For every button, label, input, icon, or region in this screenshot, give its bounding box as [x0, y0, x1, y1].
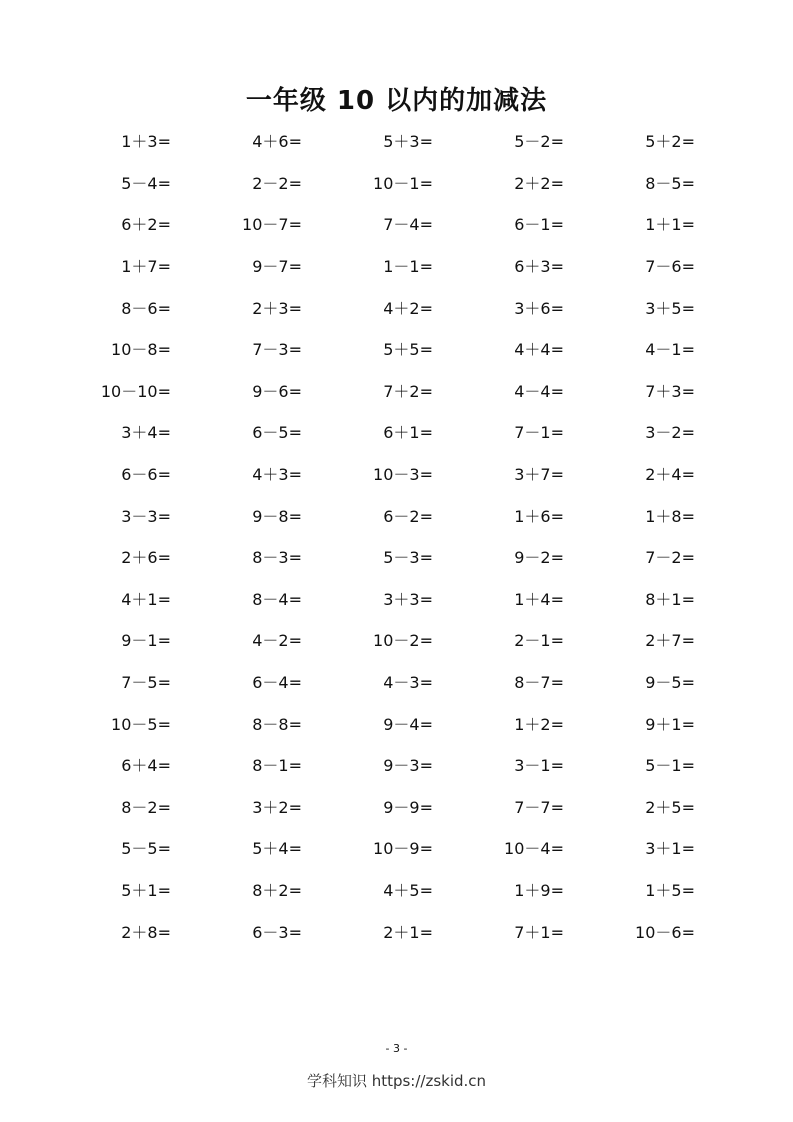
math-problem: 5－4= — [121, 173, 171, 193]
math-problem: 8－7= — [514, 673, 564, 693]
problem-row — [40, 120, 760, 162]
math-problem: 6－1= — [514, 215, 564, 235]
math-problem: 3＋7= — [514, 465, 564, 485]
math-problem: 9－3= — [383, 756, 433, 776]
problem-row — [40, 453, 760, 495]
math-problem: 6＋4= — [121, 756, 171, 776]
problem-row — [40, 245, 760, 287]
math-problem: 10－5= — [111, 714, 171, 734]
math-problem: 1＋1= — [645, 215, 695, 235]
math-problem: 6＋3= — [514, 257, 564, 277]
math-problem: 2＋8= — [121, 922, 171, 942]
math-problem: 1＋2= — [514, 714, 564, 734]
problem-row — [40, 910, 760, 952]
math-problem: 10－4= — [504, 839, 564, 859]
math-problem: 1＋8= — [645, 506, 695, 526]
problem-row — [40, 286, 760, 328]
problem-row — [40, 370, 760, 412]
math-problem: 2＋4= — [645, 465, 695, 485]
math-problem: 7＋2= — [383, 381, 433, 401]
math-problem: 7＋1= — [514, 922, 564, 942]
math-problem: 7－6= — [645, 257, 695, 277]
footer-watermark: 学科知识 https://zskid.cn — [306, 1072, 487, 1090]
math-problem: 10－10= — [100, 381, 171, 401]
math-problem: 8－6= — [121, 298, 171, 318]
math-problem: 4－4= — [514, 381, 564, 401]
math-problem: 3＋4= — [121, 423, 171, 443]
math-problem: 3＋3= — [383, 589, 433, 609]
math-problem: 8－5= — [645, 173, 695, 193]
math-problem: 6＋2= — [121, 215, 171, 235]
math-problem: 7－3= — [252, 340, 302, 360]
math-problem: 9－6= — [252, 381, 302, 401]
math-problem: 4＋2= — [383, 298, 433, 318]
math-problem: 8－2= — [121, 797, 171, 817]
math-problem: 10－6= — [635, 922, 695, 942]
math-problem: 1＋4= — [514, 589, 564, 609]
math-problem: 1－1= — [383, 257, 433, 277]
math-problem: 2＋5= — [645, 797, 695, 817]
math-problem: 4＋3= — [252, 465, 302, 485]
math-problem: 4＋4= — [514, 340, 564, 360]
problem-row — [40, 203, 760, 245]
math-problem: 2＋6= — [121, 548, 171, 568]
math-problem: 3－2= — [645, 423, 695, 443]
math-problem: 7－7= — [514, 797, 564, 817]
math-problem: 10－9= — [373, 839, 433, 859]
math-problem: 5－5= — [121, 839, 171, 859]
math-problem: 4＋6= — [252, 132, 302, 152]
math-problem: 7－4= — [383, 215, 433, 235]
math-problem: 9－9= — [383, 797, 433, 817]
math-problem: 6－5= — [252, 423, 302, 443]
math-problem: 2－1= — [514, 631, 564, 651]
math-problem: 8－4= — [252, 589, 302, 609]
math-problem: 1＋9= — [514, 880, 564, 900]
problem-row — [40, 702, 760, 744]
page-number: - 3 - — [385, 1042, 408, 1055]
math-problem: 6－6= — [121, 465, 171, 485]
math-problem: 5－3= — [383, 548, 433, 568]
math-problem: 5＋4= — [252, 839, 302, 859]
math-problem: 1＋7= — [121, 257, 171, 277]
problem-grid — [40, 120, 760, 952]
math-problem: 3－1= — [514, 756, 564, 776]
math-problem: 8－1= — [252, 756, 302, 776]
math-problem: 3＋5= — [645, 298, 695, 318]
math-problem: 3－3= — [121, 506, 171, 526]
math-problem: 5＋1= — [121, 880, 171, 900]
problem-row — [40, 661, 760, 703]
problem-row — [40, 536, 760, 578]
math-problem: 10－7= — [242, 215, 302, 235]
problem-row — [40, 786, 760, 828]
math-problem: 8－3= — [252, 548, 302, 568]
math-problem: 10－3= — [373, 465, 433, 485]
math-problem: 3＋6= — [514, 298, 564, 318]
math-problem: 1＋5= — [645, 880, 695, 900]
math-problem: 9－1= — [121, 631, 171, 651]
math-problem: 3＋1= — [645, 839, 695, 859]
math-problem: 1＋3= — [121, 132, 171, 152]
math-problem: 6－3= — [252, 922, 302, 942]
math-problem: 4－1= — [645, 340, 695, 360]
math-problem: 2＋1= — [383, 922, 433, 942]
math-problem: 6－2= — [383, 506, 433, 526]
math-problem: 2－2= — [252, 173, 302, 193]
page-title: 一年级 10 以内的加减法 — [245, 86, 548, 116]
math-problem: 6－4= — [252, 673, 302, 693]
problem-row — [40, 162, 760, 204]
problem-row — [40, 494, 760, 536]
math-problem: 7－1= — [514, 423, 564, 443]
problem-row — [40, 619, 760, 661]
math-problem: 5－2= — [514, 132, 564, 152]
problem-row — [40, 328, 760, 370]
math-problem: 3＋2= — [252, 797, 302, 817]
math-problem: 10－8= — [111, 340, 171, 360]
math-problem: 8＋1= — [645, 589, 695, 609]
problem-row — [40, 411, 760, 453]
math-problem: 9－5= — [645, 673, 695, 693]
math-problem: 7＋3= — [645, 381, 695, 401]
math-problem: 6＋1= — [383, 423, 433, 443]
math-problem: 8＋2= — [252, 880, 302, 900]
math-problem: 7－5= — [121, 673, 171, 693]
problem-row — [40, 827, 760, 869]
math-problem: 4＋1= — [121, 589, 171, 609]
math-problem: 10－1= — [373, 173, 433, 193]
math-problem: 5＋3= — [383, 132, 433, 152]
math-problem: 2＋2= — [514, 173, 564, 193]
math-problem: 9－8= — [252, 506, 302, 526]
problem-row — [40, 578, 760, 620]
problem-row — [40, 869, 760, 911]
math-problem: 4－2= — [252, 631, 302, 651]
math-problem: 7－2= — [645, 548, 695, 568]
math-problem: 5＋2= — [645, 132, 695, 152]
math-problem: 9－4= — [383, 714, 433, 734]
math-problem: 10－2= — [373, 631, 433, 651]
problem-row — [40, 744, 760, 786]
math-problem: 9－7= — [252, 257, 302, 277]
math-problem: 5＋5= — [383, 340, 433, 360]
math-problem: 9－2= — [514, 548, 564, 568]
math-problem: 4＋5= — [383, 880, 433, 900]
math-problem: 5－1= — [645, 756, 695, 776]
math-problem: 2＋3= — [252, 298, 302, 318]
math-problem: 1＋6= — [514, 506, 564, 526]
math-problem: 2＋7= — [645, 631, 695, 651]
math-problem: 8－8= — [252, 714, 302, 734]
math-problem: 4－3= — [383, 673, 433, 693]
math-problem: 9＋1= — [645, 714, 695, 734]
